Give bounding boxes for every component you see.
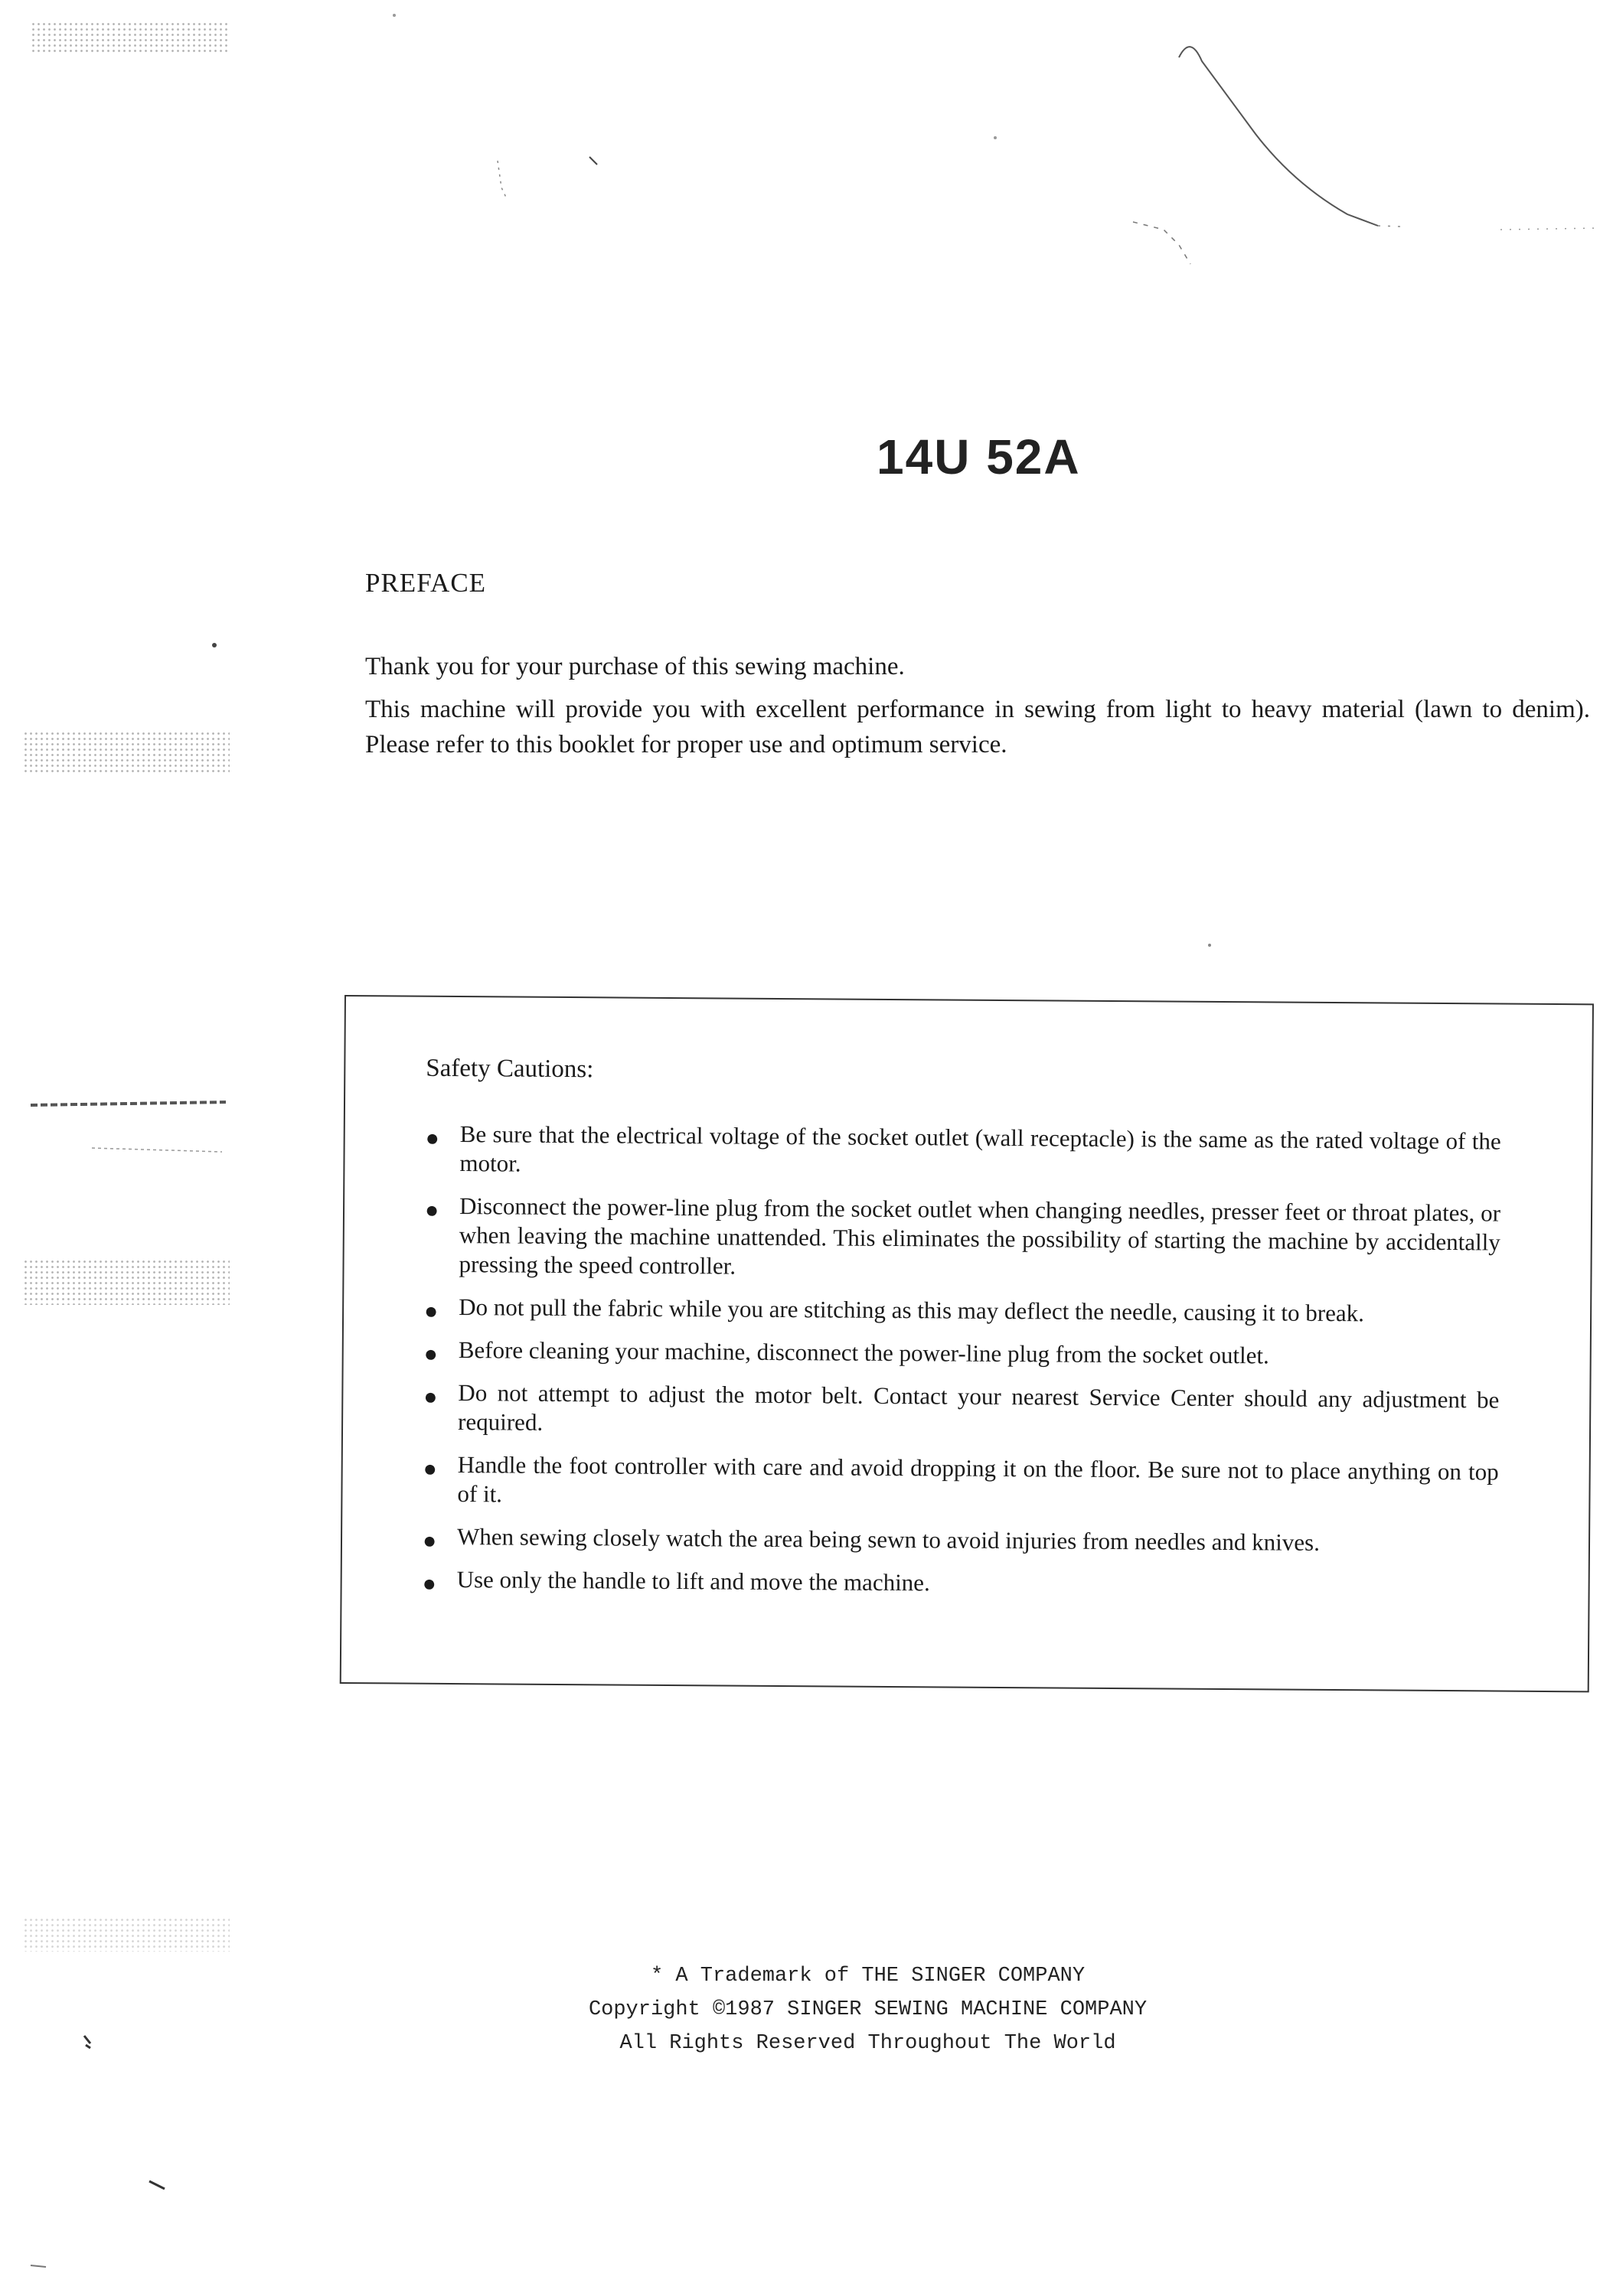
bullet-icon: ● [423, 1456, 437, 1482]
list-item [423, 1565, 1498, 1602]
preface-paragraph-description: This machine will provide you with excellent performance in sewing from light to heavy material (lawn to denim). Please refer to this booklet for proper use and optimum service. [365, 696, 1590, 758]
list-item [423, 1522, 1498, 1559]
caution-text: Disconnect the power-line plug from the socket outlet when changing needles, presser feet or throat plates, or when leaving the machine unattended. This eliminates the possibility of starting the machine by accidentally pressing the speed controller. [459, 1192, 1501, 1280]
bullet-icon: ● [423, 1341, 438, 1367]
list-item [423, 1450, 1498, 1516]
list-item [424, 1293, 1500, 1329]
list-item [424, 1336, 1500, 1372]
preface-paragraph-thanks: Thank you for your purchase of this sewing machine. [365, 653, 905, 680]
caution-text: Be sure that the electrical voltage of the socket outlet (wall receptacle) is the same as the rated voltage of the motor. [459, 1120, 1501, 1177]
bullet-icon: ● [423, 1384, 438, 1410]
scan-speckle-2 [23, 1259, 230, 1305]
preface-heading: PREFACE [365, 568, 487, 598]
list-item [423, 1378, 1499, 1444]
bullet-icon: ● [424, 1298, 439, 1324]
caution-text: Handle the foot controller with care and avoid dropping it on the floor. Be sure not to place anything on top of it. [457, 1451, 1499, 1508]
preface-body [365, 649, 1590, 770]
scan-speckle-top [31, 21, 230, 54]
caution-text: Do not pull the fabric while you are stitching as this may deflect the needle, causing it to break. [459, 1293, 1365, 1327]
copyright-line: Copyright ©1987 SINGER SEWING MACHINE COMPANY [588, 1998, 1148, 2021]
caution-text: When sewing closely watch the area being sewn to avoid injuries from needles and knives. [456, 1523, 1321, 1556]
caution-text: Before cleaning your machine, disconnect the power-line plug from the socket outlet. [458, 1336, 1269, 1369]
bullet-icon: ● [425, 1125, 439, 1151]
trademark-line: * A Trademark of THE SINGER COMPANY [650, 1965, 1086, 1988]
scan-speckle-1 [23, 731, 230, 773]
list-item [424, 1192, 1500, 1287]
list-item [425, 1120, 1500, 1186]
safety-cautions-box [340, 995, 1594, 1692]
scan-speckle-3 [23, 1917, 230, 1952]
bullet-icon: ● [422, 1528, 437, 1554]
bullet-icon: ● [422, 1570, 436, 1596]
safety-cautions-heading: Safety Cautions: [426, 1054, 594, 1084]
bullet-icon: ● [424, 1197, 439, 1223]
safety-cautions-list [422, 1120, 1500, 1616]
caution-text: Do not attempt to adjust the motor belt. Contact your nearest Service Center should any adjustment be required. [457, 1379, 1500, 1436]
model-number: 14U 52A [877, 429, 1081, 484]
caution-text: Use only the handle to lift and move the machine. [456, 1566, 930, 1596]
copyright-footer [0, 1959, 1613, 2060]
rights-line: All Rights Reserved Throughout The World [619, 2032, 1116, 2055]
